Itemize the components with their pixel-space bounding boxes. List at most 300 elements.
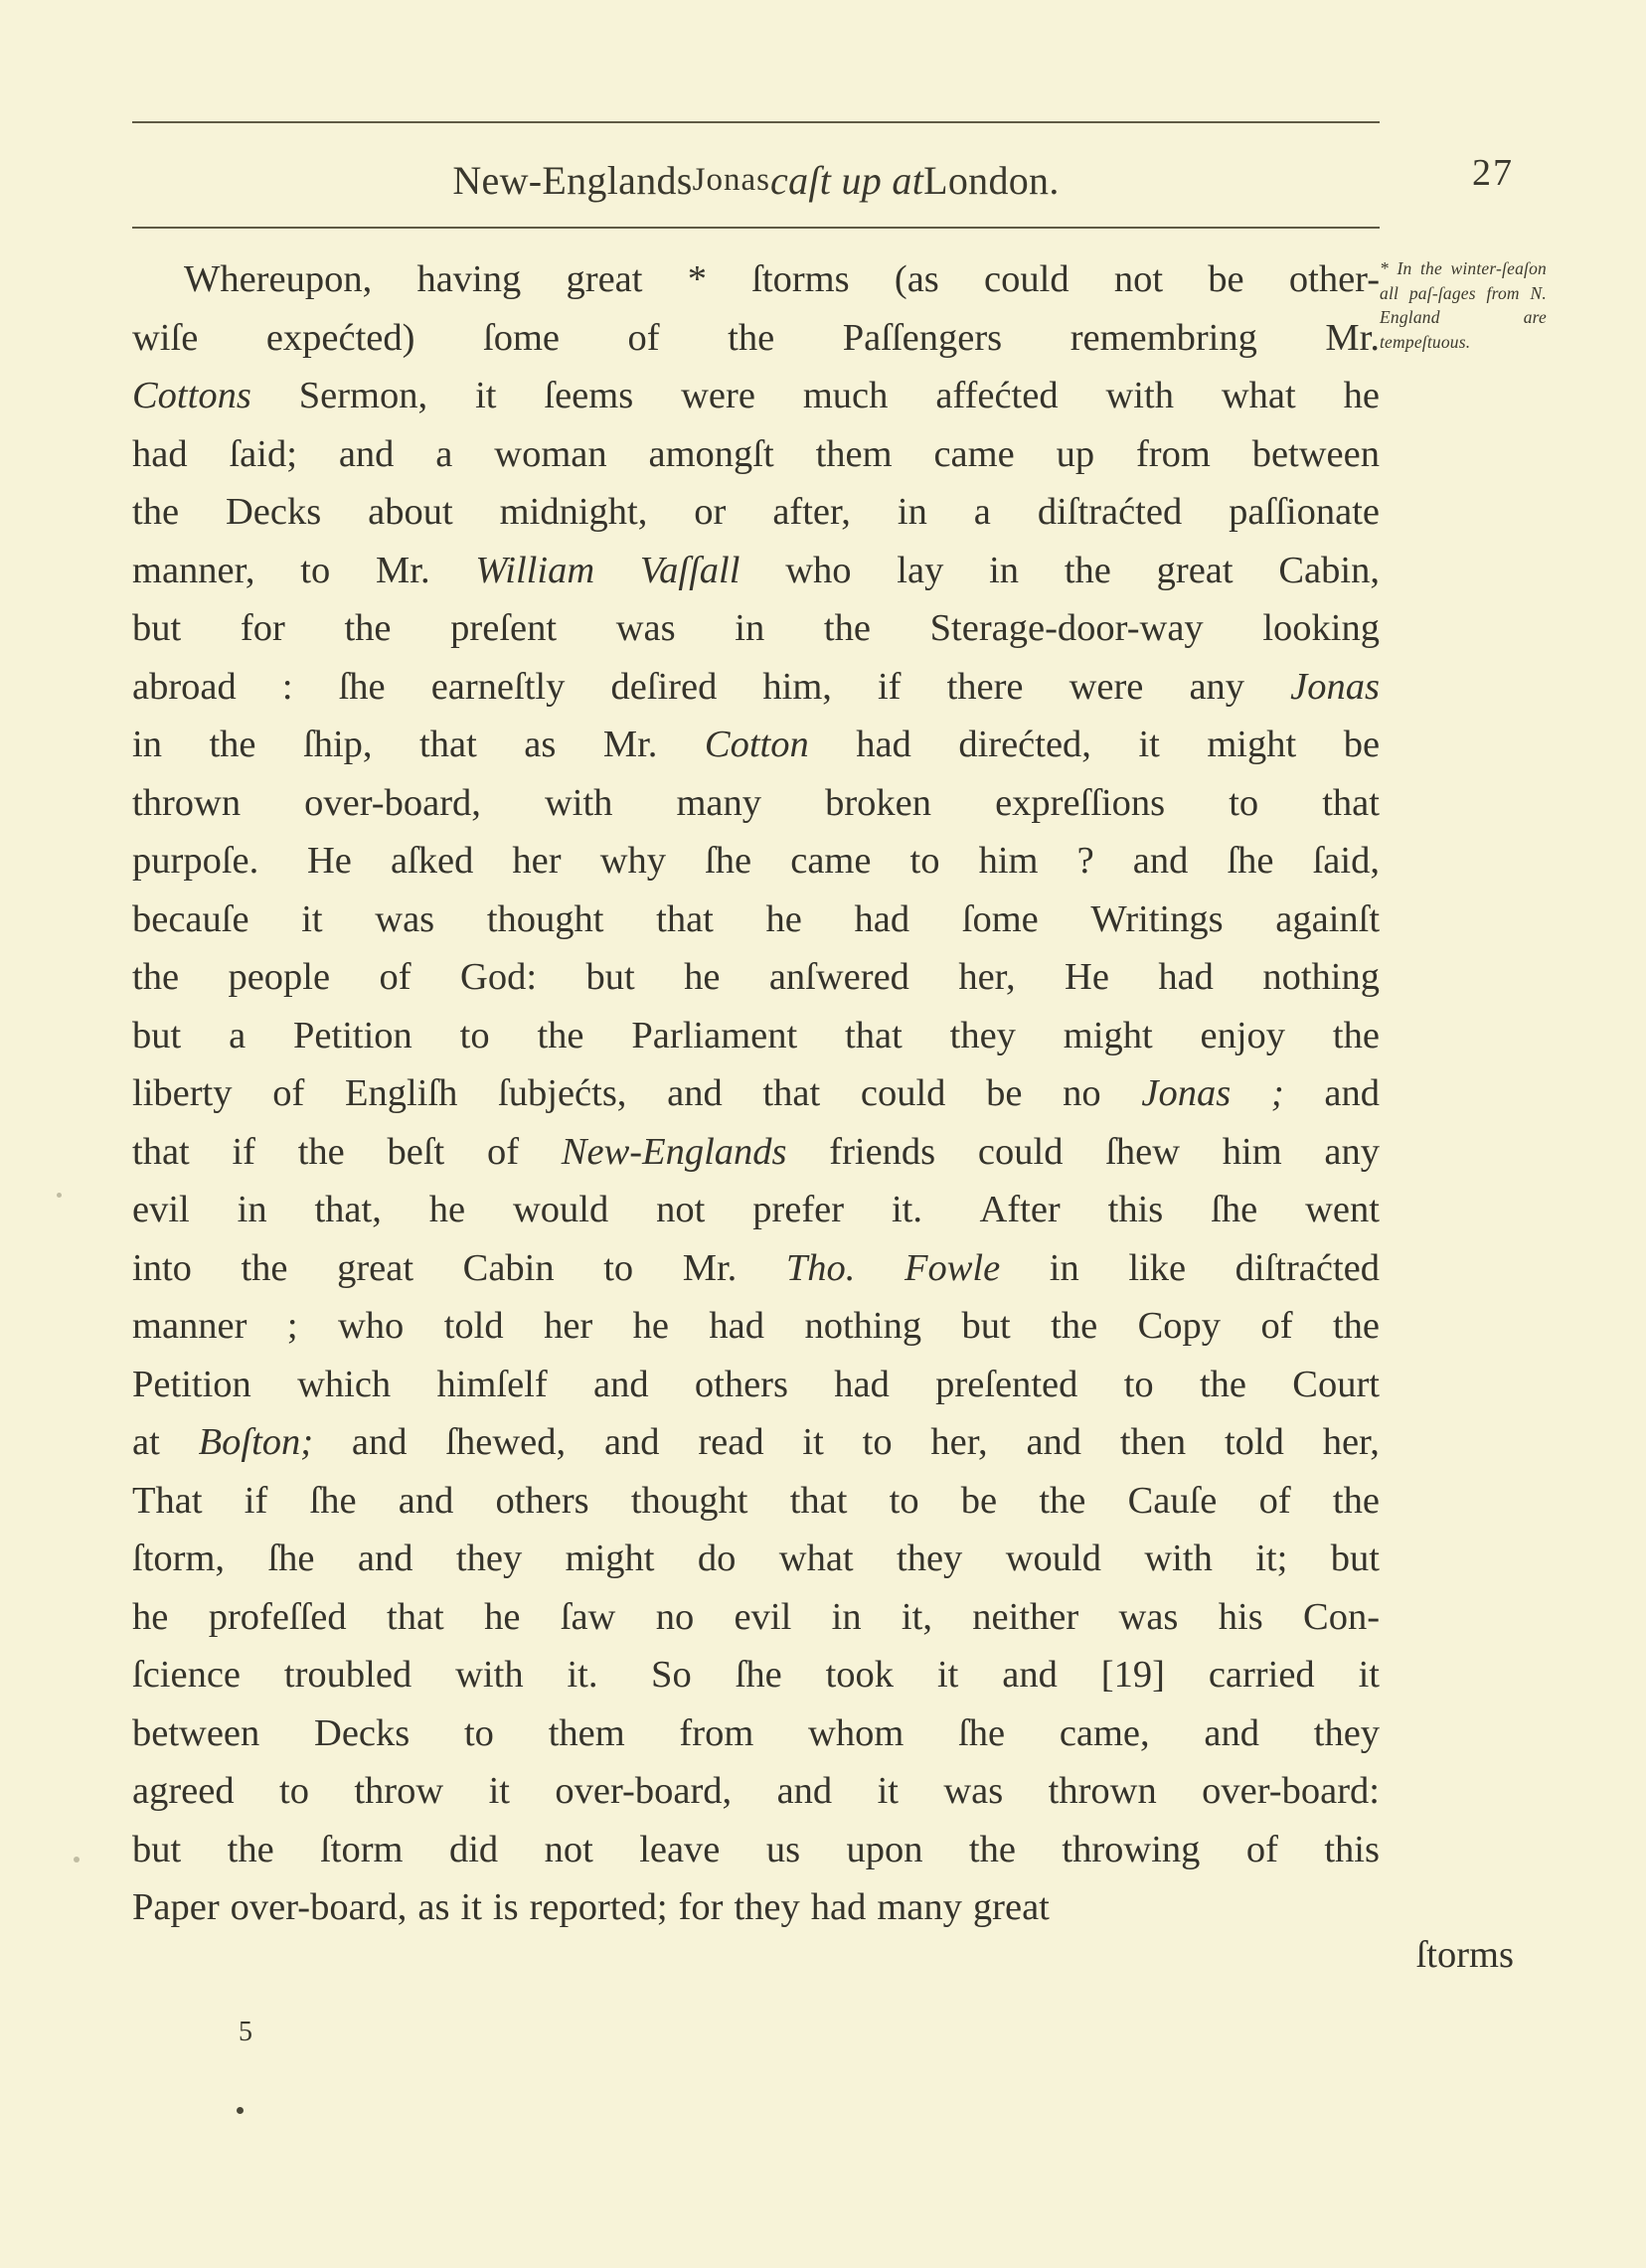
word-space xyxy=(562,832,600,891)
word-space xyxy=(188,425,230,484)
word: them xyxy=(548,1711,625,1754)
word-space xyxy=(922,1181,980,1239)
word: ſcience xyxy=(132,1654,241,1696)
running-head xyxy=(132,145,1380,215)
word: with xyxy=(1105,375,1174,416)
word: the xyxy=(823,607,871,649)
body-line xyxy=(132,1762,1380,1821)
word: with xyxy=(544,781,613,824)
word: and xyxy=(1132,840,1189,882)
header-rule-top xyxy=(132,121,1380,123)
word-space xyxy=(1287,1530,1330,1588)
word-space xyxy=(330,948,379,1007)
word: the xyxy=(1332,1305,1381,1347)
word: could xyxy=(984,258,1070,300)
word: ſtorms xyxy=(751,258,850,300)
word-space xyxy=(1101,1530,1144,1588)
word: but xyxy=(585,956,635,998)
body-line xyxy=(132,1123,1380,1182)
word-space xyxy=(1101,1064,1142,1123)
word-space xyxy=(1282,1123,1325,1182)
word: in xyxy=(897,491,927,533)
word: ſhe xyxy=(309,1479,357,1522)
word-space xyxy=(267,1181,315,1239)
word: throwing xyxy=(1062,1828,1201,1870)
word: with xyxy=(455,1654,524,1696)
word-space xyxy=(413,1530,456,1588)
body-line xyxy=(132,1413,1380,1472)
word-space xyxy=(168,1588,208,1647)
word: carried xyxy=(1208,1654,1315,1696)
word: ſtorm xyxy=(320,1828,404,1870)
word: over-board, xyxy=(555,1770,733,1812)
word-space xyxy=(345,1123,388,1182)
word: had xyxy=(1158,956,1214,998)
word-space xyxy=(347,1588,387,1647)
word: great xyxy=(972,1886,1050,1928)
word-space xyxy=(871,599,930,658)
running-head-smallcaps: Jonas xyxy=(692,161,771,198)
word-space xyxy=(251,1356,297,1414)
word-space xyxy=(404,1821,449,1879)
word: might xyxy=(1207,724,1297,765)
word-space xyxy=(203,1472,245,1531)
word-space xyxy=(1015,425,1057,484)
word-space xyxy=(1094,832,1133,891)
word-space xyxy=(802,891,855,949)
word: could xyxy=(860,1072,946,1114)
word-space xyxy=(1274,832,1313,891)
word-space xyxy=(181,1821,227,1879)
word-space xyxy=(1000,1239,1050,1298)
word: told xyxy=(443,1305,504,1347)
word: great xyxy=(566,258,643,300)
word-space xyxy=(888,367,935,425)
word-space xyxy=(927,483,974,542)
word-space xyxy=(520,1588,560,1647)
word-space xyxy=(241,774,304,833)
word-space xyxy=(1091,716,1139,774)
word-space xyxy=(179,483,226,542)
body-line xyxy=(132,1181,1380,1239)
word: and xyxy=(357,1538,413,1579)
word-space xyxy=(1005,1704,1060,1763)
word-space xyxy=(430,542,476,600)
word: enjoy xyxy=(1200,1014,1286,1056)
word-space xyxy=(298,1297,338,1356)
word: the xyxy=(227,1828,274,1870)
body-line xyxy=(132,1472,1380,1531)
word-space xyxy=(1296,716,1344,774)
word-space xyxy=(162,716,210,774)
word: the xyxy=(968,1828,1016,1870)
word: He xyxy=(1065,956,1109,998)
word-space xyxy=(1278,1821,1324,1879)
word: ſhe xyxy=(1211,1189,1258,1230)
word-space xyxy=(592,1297,632,1356)
word-space xyxy=(1061,1181,1108,1239)
word-space xyxy=(800,1878,811,1937)
word: leave xyxy=(639,1828,721,1870)
word-space xyxy=(832,1762,877,1821)
word: or xyxy=(694,491,727,533)
word: troubled xyxy=(283,1654,412,1696)
word-space xyxy=(560,309,628,368)
word-space xyxy=(824,1413,863,1472)
word: Decks xyxy=(314,1711,411,1754)
word-space xyxy=(657,716,705,774)
word-space xyxy=(668,1878,679,1937)
word: Paſſengers xyxy=(842,316,1003,359)
word-space xyxy=(285,599,345,658)
word-space xyxy=(255,542,301,600)
word: from xyxy=(1135,432,1211,475)
word: Petition xyxy=(132,1363,251,1405)
paper-speck-lower xyxy=(74,1857,80,1863)
word: He xyxy=(306,840,352,882)
word-space xyxy=(755,367,803,425)
word-space xyxy=(288,1239,338,1298)
word-space xyxy=(1186,1413,1225,1472)
word-space xyxy=(1213,1530,1255,1588)
word: up xyxy=(1056,432,1095,475)
word-space xyxy=(635,948,684,1007)
word: that xyxy=(762,1072,821,1114)
word: anſwered xyxy=(768,956,909,998)
word: and xyxy=(1204,1711,1259,1754)
word: ſhe xyxy=(338,665,386,708)
word: is xyxy=(492,1886,519,1928)
running-head-tail: London. xyxy=(923,157,1060,203)
word: Cottons xyxy=(132,375,251,416)
body-line xyxy=(132,1704,1380,1763)
word: Cauſe xyxy=(1127,1479,1218,1522)
word: had xyxy=(856,724,911,765)
word-space xyxy=(323,891,376,949)
word-space xyxy=(1180,1123,1223,1182)
word: he xyxy=(484,1595,521,1638)
word: that xyxy=(789,1479,848,1522)
word: So xyxy=(651,1654,692,1696)
word-space xyxy=(820,1064,861,1123)
word-space xyxy=(1259,1704,1314,1763)
body-line xyxy=(132,1297,1380,1356)
word-space xyxy=(1257,1181,1305,1239)
word: the xyxy=(241,1246,288,1289)
word-space xyxy=(556,716,603,774)
word-space xyxy=(181,1007,229,1065)
word: and xyxy=(1324,1072,1381,1114)
word: the xyxy=(297,1130,345,1173)
word-space xyxy=(797,1007,845,1065)
word: ſubjećts, xyxy=(498,1072,627,1114)
word: of xyxy=(627,316,660,359)
word-space xyxy=(962,1878,973,1937)
word: could xyxy=(977,1130,1064,1173)
word-space xyxy=(774,425,816,484)
word: and xyxy=(351,1421,408,1463)
word: Sermon, xyxy=(298,375,428,416)
word: her, xyxy=(930,1421,988,1463)
word-space xyxy=(565,658,610,717)
word: this xyxy=(1107,1189,1164,1230)
word-space xyxy=(220,1878,231,1937)
word: between xyxy=(132,1711,260,1754)
word-space xyxy=(931,774,995,833)
word: deſired xyxy=(610,665,718,708)
word-space xyxy=(1231,1064,1271,1123)
word-space xyxy=(453,483,500,542)
word: Cabin, xyxy=(1278,549,1380,591)
word: of xyxy=(379,956,412,998)
word-space xyxy=(800,1821,846,1879)
word-space xyxy=(1039,891,1091,949)
word-space xyxy=(1315,1646,1359,1704)
word-space xyxy=(555,1239,604,1298)
body-line xyxy=(132,891,1380,949)
body-line xyxy=(132,250,1380,309)
word-space xyxy=(705,1181,752,1239)
word-space xyxy=(537,948,585,1007)
word: who xyxy=(338,1305,405,1347)
word-space xyxy=(386,658,431,717)
word: it. xyxy=(891,1189,922,1230)
marginal-note xyxy=(1380,256,1547,354)
word: amongſt xyxy=(648,432,774,475)
word: paſſionate xyxy=(1229,491,1380,533)
word: in xyxy=(1049,1246,1079,1289)
word-space xyxy=(410,1704,464,1763)
word-space xyxy=(241,1646,284,1704)
word-space xyxy=(958,1646,1002,1704)
word: the xyxy=(537,1014,584,1056)
word: not xyxy=(544,1828,593,1870)
word: him xyxy=(1222,1130,1282,1173)
word: Fowle xyxy=(904,1246,1001,1289)
word: manner xyxy=(132,1305,247,1347)
word-space xyxy=(1263,1588,1303,1647)
word-space xyxy=(594,542,640,600)
word-space xyxy=(412,948,460,1007)
word: over-board: xyxy=(1202,1770,1380,1812)
word: a xyxy=(973,491,991,533)
word: the xyxy=(1332,1479,1380,1522)
word: any xyxy=(1324,1130,1380,1173)
word-space xyxy=(764,1297,804,1356)
word-space xyxy=(247,1297,286,1356)
word: would xyxy=(1005,1538,1101,1579)
word-space xyxy=(782,1646,826,1704)
word-space xyxy=(413,1239,463,1298)
word-space xyxy=(1150,1704,1205,1763)
word: but xyxy=(132,1828,182,1870)
word-space xyxy=(179,948,228,1007)
word: no xyxy=(655,1595,695,1638)
body-line xyxy=(132,599,1380,658)
word: over-board, xyxy=(304,781,481,824)
running-head-italic: caſt up at xyxy=(770,157,924,203)
word: expreſſions xyxy=(995,781,1166,824)
word-space xyxy=(330,542,376,600)
word: Tho. xyxy=(785,1246,856,1289)
word: the xyxy=(132,491,180,533)
word: ſome xyxy=(961,897,1039,940)
word-space xyxy=(909,891,962,949)
body-line xyxy=(132,542,1380,600)
word: to xyxy=(279,1770,309,1812)
word: neither xyxy=(972,1595,1079,1638)
word-space xyxy=(748,1472,790,1531)
word-space xyxy=(394,425,435,484)
word-space xyxy=(1163,250,1208,309)
word-space xyxy=(1221,1297,1260,1356)
word: ſaid; xyxy=(229,432,297,475)
word-space xyxy=(720,948,768,1007)
word-space xyxy=(249,891,302,949)
word: Whereupon, xyxy=(184,258,373,300)
word: they xyxy=(734,1886,800,1928)
word-space xyxy=(1019,542,1065,600)
body-line xyxy=(132,309,1380,368)
word: diſtraćted xyxy=(1037,491,1183,533)
word-space xyxy=(603,891,656,949)
word: it xyxy=(488,1770,510,1812)
word: to xyxy=(1123,1363,1154,1405)
word: might xyxy=(1063,1014,1153,1056)
word-space xyxy=(524,1646,568,1704)
word: upon xyxy=(846,1828,923,1870)
word-space xyxy=(1059,367,1106,425)
body-line xyxy=(132,1878,1380,1937)
word-space xyxy=(894,1646,937,1704)
word-space xyxy=(720,1821,765,1879)
word-space xyxy=(593,1821,639,1879)
word-space xyxy=(1081,1413,1120,1472)
word-space xyxy=(391,1356,436,1414)
word-space xyxy=(181,599,241,658)
word: great xyxy=(337,1246,414,1289)
word: ſhe xyxy=(267,1538,315,1579)
word: ſhe xyxy=(1227,840,1274,882)
word: and xyxy=(1002,1654,1058,1696)
word-space xyxy=(373,716,420,774)
word-space xyxy=(787,1123,830,1182)
body-line xyxy=(132,658,1380,717)
word-space xyxy=(1284,1413,1323,1472)
word-space xyxy=(1143,658,1189,717)
word: the xyxy=(1332,1014,1380,1056)
word-space xyxy=(893,1413,931,1472)
word: at xyxy=(132,1421,160,1463)
word: he xyxy=(132,1595,169,1638)
word: he xyxy=(632,1305,669,1347)
word: nothing xyxy=(804,1305,922,1347)
word-space xyxy=(714,891,766,949)
word: us xyxy=(765,1828,801,1870)
word: having xyxy=(416,258,522,300)
word: diſtraćted xyxy=(1234,1246,1381,1289)
word: it; xyxy=(1255,1538,1288,1579)
word: New-Englands xyxy=(561,1130,787,1173)
word-space xyxy=(404,1297,443,1356)
word-space xyxy=(669,1297,709,1356)
word-space xyxy=(608,1181,656,1239)
word: Mr. xyxy=(376,549,430,591)
word-space xyxy=(309,1762,354,1821)
word-space xyxy=(902,658,947,717)
word: as xyxy=(417,1886,450,1928)
word-space xyxy=(465,1181,513,1239)
word: Mr. xyxy=(1325,316,1380,359)
word: Boſton; xyxy=(198,1421,314,1463)
word-space xyxy=(764,1413,803,1472)
word: if xyxy=(244,1479,268,1522)
word: it. xyxy=(567,1654,598,1696)
word-space xyxy=(490,1007,538,1065)
word-space xyxy=(246,1007,293,1065)
word: over-board, xyxy=(230,1886,408,1928)
word-space xyxy=(740,542,785,600)
word: Cabin xyxy=(462,1246,555,1289)
word-space xyxy=(548,1356,593,1414)
word-space xyxy=(855,1239,905,1298)
word: woman xyxy=(494,432,607,475)
word-space xyxy=(612,774,676,833)
page-number: 27 xyxy=(1472,152,1514,194)
word: they xyxy=(949,1014,1016,1056)
word-space xyxy=(1058,1646,1101,1704)
word: no xyxy=(1063,1072,1101,1114)
word: ? xyxy=(1076,840,1094,882)
word: but xyxy=(132,607,182,649)
word-space xyxy=(160,1413,199,1472)
word-space xyxy=(692,1646,736,1704)
word-space xyxy=(649,1356,695,1414)
word-space xyxy=(903,1007,950,1065)
word: Copy xyxy=(1137,1305,1222,1347)
word: but xyxy=(961,1305,1011,1347)
word: Parliament xyxy=(631,1014,798,1056)
word: ſaid, xyxy=(1312,840,1380,882)
body-text xyxy=(132,250,1380,1937)
word-space xyxy=(1258,774,1322,833)
word-space xyxy=(519,1878,530,1937)
word: who xyxy=(785,549,852,591)
word-space xyxy=(844,1181,892,1239)
word-space xyxy=(911,716,959,774)
word: profeſſed xyxy=(208,1595,347,1638)
paper-speck-upper xyxy=(57,1193,62,1198)
word-space xyxy=(304,1064,345,1123)
word: ſhew xyxy=(1105,1130,1181,1173)
word-space xyxy=(1078,1588,1118,1647)
word-space xyxy=(660,309,729,368)
word: her, xyxy=(1322,1421,1380,1463)
word: were xyxy=(681,375,755,416)
word: as xyxy=(524,724,557,765)
word: to xyxy=(1229,781,1259,824)
word-space xyxy=(791,1588,831,1647)
word: nothing xyxy=(1262,956,1381,998)
body-line xyxy=(132,948,1380,1007)
word: he xyxy=(428,1189,466,1230)
word: him xyxy=(978,840,1039,882)
word-space xyxy=(851,483,898,542)
word-space xyxy=(1003,1762,1048,1821)
word-space xyxy=(991,483,1038,542)
word: After xyxy=(979,1189,1061,1230)
word-space xyxy=(1257,309,1326,368)
